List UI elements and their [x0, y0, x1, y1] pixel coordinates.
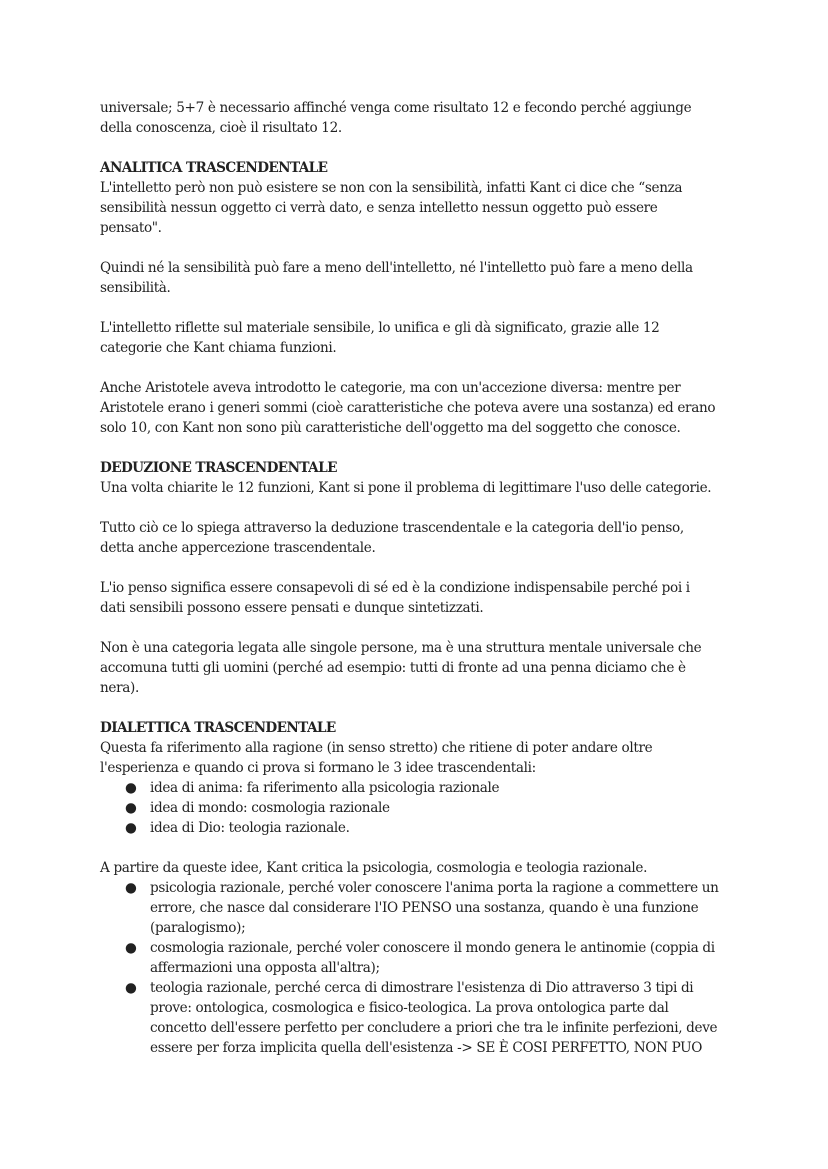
text-line: nera).	[100, 680, 139, 696]
text-line: Una volta chiarite le 12 funzioni, Kant si pone il problema di legittimare l'uso delle categorie.	[100, 480, 712, 496]
bullet-item	[100, 798, 760, 818]
bullet-item	[100, 938, 760, 978]
section-heading	[100, 718, 760, 738]
text-line: Non è una categoria legata alle singole persone, ma è una struttura mentale universale che	[100, 640, 702, 656]
bullet-item	[100, 818, 760, 838]
paragraph-spacer	[100, 238, 760, 258]
text-line: errore, che nasce dal considerare l'IO PENSO una sostanza, quando è una funzione	[150, 900, 699, 916]
text-line: (paralogismo);	[150, 920, 246, 936]
paragraph	[100, 578, 760, 618]
text-line: L'intelletto riflette sul materiale sensibile, lo unifica e gli dà significato, grazie alle 12	[100, 320, 660, 336]
paragraph-spacer	[100, 698, 760, 718]
document-page	[100, 98, 760, 1058]
text-line: solo 10, con Kant non sono più caratteristiche dell'oggetto ma del soggetto che conosce.	[100, 420, 681, 436]
text-line: idea di anima: fa riferimento alla psicologia razionale	[150, 780, 500, 796]
paragraph-spacer	[100, 618, 760, 638]
bullet-item	[100, 978, 760, 1058]
text-line: l'esperienza e quando ci prova si formano le 3 idee trascendentali:	[100, 760, 536, 776]
text-line: DIALETTICA TRASCENDENTALE	[100, 720, 336, 736]
bullet-icon: ●	[125, 940, 137, 956]
text-line: Tutto ciò ce lo spiega attraverso la deduzione trascendentale e la categoria dell'io penso,	[100, 520, 684, 536]
text-line: psicologia razionale, perché voler conoscere l'anima porta la ragione a commettere un	[150, 880, 719, 896]
text-line: universale; 5+7 è necessario affinché venga come risultato 12 e fecondo perché aggiunge	[100, 100, 692, 116]
text-line: Quindi né la sensibilità può fare a meno dell'intelletto, né l'intelletto può fare a meno della	[100, 260, 693, 276]
section-heading	[100, 458, 760, 478]
bullet-icon: ●	[125, 800, 137, 816]
paragraph	[100, 478, 760, 498]
bullet-icon: ●	[125, 880, 137, 896]
text-line: teologia razionale, perché cerca di dimostrare l'esistenza di Dio attraverso 3 tipi di	[150, 980, 694, 996]
text-line: L'io penso significa essere consapevoli di sé ed è la condizione indispensabile perché poi i	[100, 580, 690, 596]
paragraph-spacer	[100, 558, 760, 578]
paragraph-spacer	[100, 358, 760, 378]
bullet-icon: ●	[125, 820, 137, 836]
text-line: L'intelletto però non può esistere se non con la sensibilità, infatti Kant ci dice che “senza	[100, 180, 683, 196]
text-line: sensibilità nessun oggetto ci verrà dato, e senza intelletto nessun oggetto può essere	[100, 200, 658, 216]
text-line: Aristotele erano i generi sommi (cioè caratteristiche che poteva avere una sostanza) ed erano	[100, 400, 716, 416]
paragraph-spacer	[100, 138, 760, 158]
bullet-item	[100, 778, 760, 798]
bullet-item	[100, 878, 760, 938]
paragraph	[100, 638, 760, 698]
text-line: cosmologia razionale, perché voler conoscere il mondo genera le antinomie (coppia di	[150, 940, 715, 956]
section-heading	[100, 158, 760, 178]
paragraph	[100, 738, 760, 778]
text-line: sensibilità.	[100, 280, 171, 296]
paragraph	[100, 518, 760, 558]
paragraph	[100, 858, 760, 878]
text-line: A partire da queste idee, Kant critica la psicologia, cosmologia e teologia razionale.	[100, 860, 648, 876]
paragraph-spacer	[100, 438, 760, 458]
text-line: ANALITICA TRASCENDENTALE	[100, 160, 328, 176]
text-line: DEDUZIONE TRASCENDENTALE	[100, 460, 337, 476]
paragraph-spacer	[100, 838, 760, 858]
bullet-icon: ●	[125, 780, 137, 796]
text-line: essere per forza implicita quella dell'esistenza -> SE È COSI PERFETTO, NON PUO	[150, 1040, 703, 1056]
text-line: Questa fa riferimento alla ragione (in senso stretto) che ritiene di poter andare oltre	[100, 740, 653, 756]
text-line: concetto dell'essere perfetto per concludere a priori che tra le infinite perfezioni, deve	[150, 1020, 718, 1036]
text-line: Anche Aristotele aveva introdotto le categorie, ma con un'accezione diversa: mentre per	[100, 380, 681, 396]
bullet-icon: ●	[125, 980, 137, 996]
text-line: accomuna tutti gli uomini (perché ad esempio: tutti di fronte ad una penna diciamo che è	[100, 660, 686, 676]
text-line: detta anche appercezione trascendentale.	[100, 540, 376, 556]
text-line: idea di Dio: teologia razionale.	[150, 820, 350, 836]
text-line: dati sensibili possono essere pensati e dunque sintetizzati.	[100, 600, 484, 616]
text-line: prove: ontologica, cosmologica e fisico-teologica. La prova ontologica parte dal	[150, 1000, 669, 1016]
paragraph-spacer	[100, 298, 760, 318]
paragraph	[100, 178, 760, 238]
text-line: idea di mondo: cosmologia razionale	[150, 800, 390, 816]
text-line: della conoscenza, cioè il risultato 12.	[100, 120, 342, 136]
paragraph	[100, 258, 760, 298]
text-line: categorie che Kant chiama funzioni.	[100, 340, 337, 356]
paragraph-spacer	[100, 498, 760, 518]
paragraph	[100, 318, 760, 358]
paragraph	[100, 98, 760, 138]
paragraph	[100, 378, 760, 438]
text-line: pensato".	[100, 220, 162, 236]
text-line: affermazioni una opposta all'altra);	[150, 960, 380, 976]
